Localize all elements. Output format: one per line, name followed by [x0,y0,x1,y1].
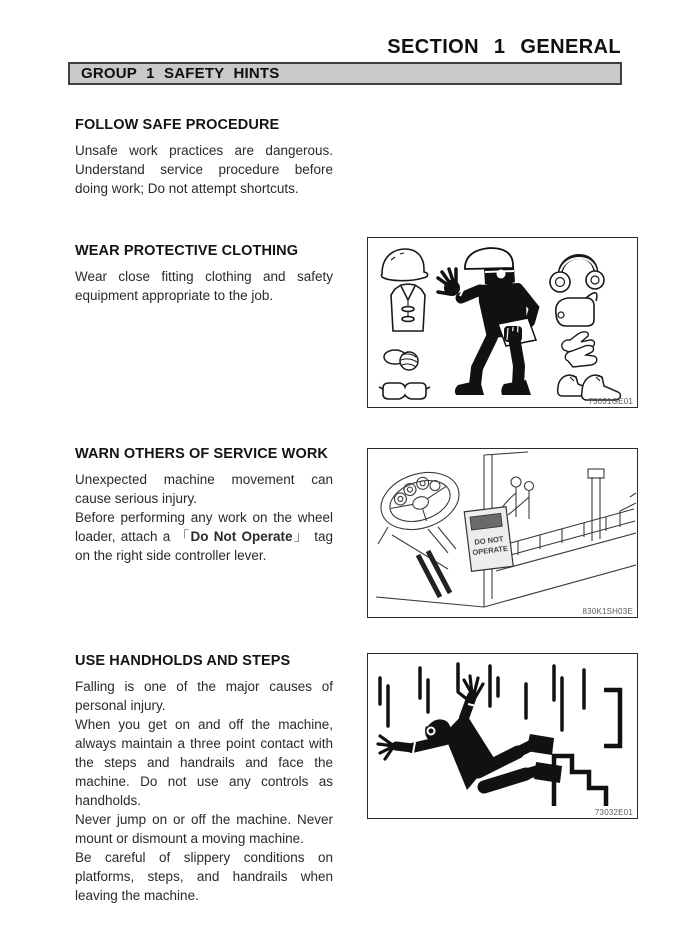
heading-follow-safe-procedure: FOLLOW SAFE PROCEDURE [75,117,280,133]
paragraph: Falling is one of the major causes of personal injury. [75,679,333,713]
figure-code: 830K1SH03E [582,607,633,616]
paragraph: Be careful of slippery conditions on platforms, steps, and handrails when leaving the machine. [75,850,333,903]
tag-text-line1: DO NOT [473,534,504,547]
paragraph: When you get on and off the machine, always maintain a three point contact with the steps and handrails and face the machine. Do not use any controls as handholds. [75,717,333,808]
group-title-bar [68,62,622,85]
seat-frame-bars [418,551,450,597]
ear-plugs-icon [384,350,418,370]
text-segment: 」 tag on the right side controller lever. [75,529,333,563]
heading-warn-others: WARN OTHERS OF SERVICE WORK [75,446,328,462]
body-wear-protective-clothing [75,267,333,305]
figure-code: 73032E01 [594,808,633,817]
figure-falling [367,653,638,819]
heading-use-handholds: USE HANDHOLDS AND STEPS [75,653,291,669]
goggles-icon [379,383,430,399]
text-segment: Before performing any work on the wheel loader, attach a 「 [75,510,333,544]
section-title: SECTION 1 GENERAL [387,36,621,58]
body-warn-others [75,470,333,565]
paragraph: Unsafe work practices are dangerous. Understand service procedure before doing work; Do not attempt shortcuts. [75,143,333,196]
figure-code: 73031GE01 [588,397,633,406]
dust-mask-icon [556,293,597,326]
do-not-operate-tag [464,507,513,572]
paragraph: Unexpected machine movement can cause serious injury. [75,472,333,506]
paragraph: Never jump on or off the machine. Never mount or dismount a moving machine. [75,812,333,846]
steps-icon [554,756,606,806]
heading-wear-protective-clothing: WEAR PROTECTIVE CLOTHING [75,243,299,259]
do-not-operate-emphasis: Do Not Operate [190,529,293,544]
figure-do-not-operate [367,448,638,618]
handrail-icon [604,690,620,746]
hard-hat-icon [381,249,427,281]
worker-figure [438,248,536,395]
falling-person [378,676,562,790]
gloves-icon [562,332,597,367]
ear-muffs-icon [550,256,604,292]
body-use-handholds [75,677,333,905]
motion-lines [380,664,584,730]
group-title: GROUP 1 SAFETY HINTS [81,65,280,82]
paragraph [75,508,333,565]
safety-vest-icon [391,284,425,331]
tag-text-line2: OPERATE [471,543,509,558]
body-follow-safe-procedure [75,141,333,198]
paragraph: Wear close fitting clothing and safety equipment appropriate to the job. [75,269,333,303]
figure-protective-clothing [367,237,638,408]
